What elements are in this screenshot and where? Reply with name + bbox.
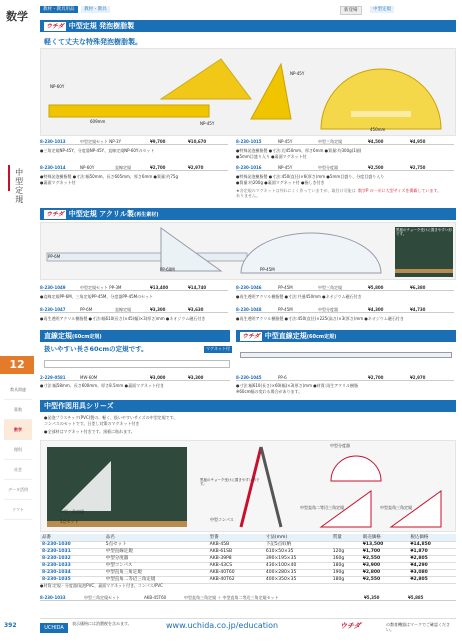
note: ●直線定規PP-6M、三角定規PP-45M、分度器PP-45Mのセット: [40, 294, 154, 299]
note: ●再生透明アクリル樹脂製 ●寸法:450(直径)×225(高さ)×3(厚さ)mm ●ネオジウム磁石付き: [236, 316, 404, 321]
note: ●三角定規NP-45Y、分度器NP-45Y、直線定規NP-60Yのセット: [40, 148, 155, 153]
table-row: 2-229-0581 MW-60M ¥3,000 ¥3,300: [40, 374, 230, 381]
nav-item[interactable]: ソフト: [4, 500, 32, 520]
img-label: PP-6M: [48, 254, 61, 259]
table-row: 8-230-1033 中型三角定規セット AKB-45T60 中型直角三角定規 ＋ 中型直角二等辺三角定規セット ¥5,350 ¥5,885: [40, 594, 456, 601]
company-logo: UCHIDA: [40, 623, 68, 633]
table-row: 8-230-1014 NP-60Y 直線定規 ¥2,700 ¥2,970: [40, 164, 228, 171]
bullet: ●発泡プラスチック(PVC)製の、軽く、扱いやすいサイズの中型定規です。: [44, 415, 178, 420]
header-tags: [40, 6, 456, 18]
img-label: PP-60M: [160, 267, 175, 272]
chapter-nav: [4, 380, 32, 520]
drawing-tools-table: [40, 534, 456, 584]
footnote: ★各定規のマグネットは外れにくく作っていますが、取付け可能はありません。: [236, 188, 356, 198]
chapter-number: 12: [0, 356, 34, 374]
section-title-text: 中型作図用具シリーズ: [44, 402, 114, 410]
footer-brand: ウチダ: [340, 622, 361, 630]
acrylic-rulers-illustration: [41, 223, 457, 281]
nav-item-active[interactable]: 数学: [4, 420, 32, 440]
img-label: NP-45Y: [200, 121, 215, 126]
img-label: 中型分度器: [330, 443, 350, 448]
section-title-suffix: (再生素材): [133, 212, 159, 218]
tag: 教材・教具: [81, 6, 110, 13]
brand-logo: ウチダ: [46, 22, 64, 30]
section-title-text: 中型直線定規: [264, 332, 307, 340]
table-row: 8-230-1046 PP-45M 中型三角定規 ¥5,800 ¥6,380: [236, 284, 454, 291]
spec-table-foam-right: [236, 138, 454, 145]
note: ●裏面マグネット付: [40, 180, 76, 185]
table-row: 8-230-1030 5点セット AKB-45B 下記5点収納 ¥13,500 ¥14,850: [40, 541, 456, 548]
img-label: NP-45Y: [290, 71, 305, 76]
tag: 新登場: [340, 6, 362, 15]
brand-logo: ウチダ: [242, 332, 260, 340]
section-title-acrylic: [40, 208, 456, 220]
img-label: 中型直角三角定規: [380, 505, 412, 510]
section-title-suffix: (60cm定規): [306, 334, 337, 340]
nav-item[interactable]: 社会: [4, 460, 32, 480]
section-subtitle: 軽くて丈夫な特殊発泡樹脂製。: [44, 38, 142, 46]
footer-copy: の教育機器はマークでご確認ください。: [386, 622, 450, 632]
section-subtitle: 扱いやすい長さ60cmの定規です。: [44, 345, 148, 353]
product-image-acrylic: [40, 222, 456, 280]
spec-table-acrylic-right2: [236, 306, 454, 313]
spec-table-acrylic-right: [236, 284, 454, 291]
table-row: 8-230-1015 NP-45Y 中型三角定規 ¥4,500 ¥4,950: [236, 138, 454, 145]
spec-table-foam-left: [40, 138, 228, 145]
table-row: 8-230-1048 PP-45M 中型分度器 ¥4,300 ¥4,730: [236, 306, 454, 313]
table-row: 8-230-1034 中型直角三角定規 AKB-40T60 400×280×35 190g ¥2,800 ¥3,080: [40, 569, 456, 576]
img-label: 中型三角定規: [60, 509, 84, 514]
img-label: 5点セット: [60, 519, 79, 524]
spec-table-acrylic-left: [40, 284, 228, 291]
table-row: 8-230-1016 NP-45Y 中型分度器 ¥2,500 ¥2,750: [236, 164, 454, 171]
page-number: 392: [4, 622, 17, 629]
note: ●再生透明アクリル樹脂製 ●寸法:共通450mm ●ネオジウム磁石付き: [236, 294, 362, 299]
bullet: ●全部材はマグネット付きです。黒板に貼れます。: [44, 429, 135, 434]
spec-table-straight: [40, 374, 230, 381]
brand-logo: ウチダ: [46, 210, 64, 218]
img-label: PP-45M: [260, 267, 275, 272]
table-row: 8-230-1033 中型コンパス AKB-43CS 430×100×40 180g ¥3,900 ¥4,290: [40, 562, 456, 569]
sidebar: [0, 0, 34, 644]
table-row: 8-230-1032 中型分度器 AKB-39P8 390×195×35 160g ¥2,550 ¥2,805: [40, 555, 456, 562]
bullet: コンパスのセットです。日差し対策のマグネット付き: [44, 421, 140, 426]
drawing-tools-illustration: [41, 441, 457, 533]
img-note: 黒板のチョーク受けに置きやすい形です。: [200, 478, 260, 487]
table-row: 8-230-1049 中型定規セット PP-3M ¥13,400 ¥14,740: [40, 284, 228, 291]
section-title-text: 中型定規 アクリル製: [68, 210, 134, 218]
section-title-drawing-tools: [40, 400, 456, 412]
spec-table-extra: [40, 594, 456, 601]
table-row: 8-230-1031 中型直線定規 AKB-61SB 610×50×35 120g ¥1,700 ¥1,870: [40, 548, 456, 555]
spec-table-acrylic-left2: [40, 306, 228, 313]
acrylic-straight-image: [240, 352, 452, 358]
section-title-straight: [40, 330, 230, 342]
section-title-foam: [40, 20, 456, 32]
tag: 中型定規: [370, 6, 394, 13]
img-label: 450mm: [370, 127, 386, 132]
note: ●質量:約200g ●裏面マグネット付 ●指しき付き: [236, 180, 325, 185]
note: ●寸法:幅58mm、長さ600mm、厚さ8.5mm ●裏面マグネット付き: [40, 383, 165, 388]
table-row: 8-230-1013 中型定規セット NP-3Y ¥9,700 ¥10,670: [40, 138, 228, 145]
note: ●再生透明アクリル樹脂製 ●寸法:幅610(長さ)×45(幅)×3(厚さ)mm ●ネオジウム磁石付き: [40, 316, 206, 321]
table-row: 8-230-1035 中型直角二等辺三角定規 AKB-40T62 400×350×35 180g ¥2,550 ¥2,805: [40, 576, 456, 583]
vertical-label: 中型定規: [14, 168, 24, 204]
note: ●材質:定規・分度器/発泡PVC、裏面マグネット付き、コンパス/PVC: [40, 583, 163, 588]
spec-table-foam-right2: [236, 164, 454, 171]
section-title-mid-straight: [236, 330, 456, 342]
nav-item[interactable]: 教具関連: [4, 380, 32, 400]
category-accent: [8, 165, 10, 191]
img-label: 609mm: [90, 119, 106, 124]
nav-item[interactable]: 算数: [4, 400, 32, 420]
tag: 教材・教具用品: [40, 6, 78, 13]
note: ●5mm目盛り入り ●裏面マグネット付: [236, 154, 307, 159]
section-title-text: 直線定規: [44, 332, 72, 340]
footnote: 数学P の一川に大型サイズを掲載しています。: [358, 188, 442, 193]
img-note: 黒板のチョーク受けに置きやすい形です。: [396, 228, 452, 237]
note: ※60cm幅の変わる場合があります。: [236, 389, 303, 394]
section-title-text: 中型定規 発泡樹脂製: [68, 22, 135, 30]
spec-table-mid-straight: [236, 374, 454, 381]
note: ●寸法:幅610(長さ)×60(幅)×3(厚さ)mm ●材質:再生アクリル樹脂: [236, 383, 358, 388]
note: ●特殊発泡樹脂製 ●寸法:450(直径)×6(厚さ)mm ●5mm目盛り、分度目盛り入り: [236, 174, 385, 179]
img-label: NP-60Y: [50, 84, 65, 89]
magnet-badge: マグネット付: [206, 346, 230, 351]
footer-url[interactable]: www.uchida.co.jp/education: [166, 621, 279, 630]
note: ●特殊発泡樹脂製 ●寸法:幅50mm、長さ605mm、厚さ6mm ●質量:約75g: [40, 174, 178, 179]
category-title: 数学: [6, 10, 28, 23]
section-title-suffix: (60cm定規): [72, 334, 102, 340]
img-label: 中型コンパス: [210, 517, 234, 522]
straight-ruler-image: [44, 360, 230, 368]
table-row: 8-230-1047 PP-6M 直線定規 ¥3,300 ¥3,630: [40, 306, 228, 313]
footer: [40, 618, 456, 638]
nav-item[interactable]: 理科: [4, 440, 32, 460]
note: ●特殊発泡樹脂製 ●寸法:辺450mm、厚さ6mm ●質量:約300g(1個): [236, 148, 362, 153]
footer-note: 表示価格には消費税を含みます。: [72, 621, 132, 626]
table-row: 8-230-1045 PP-6 ¥2,700 ¥2,970: [236, 374, 454, 381]
img-label: 中型直角二等辺三角定規: [300, 505, 344, 510]
spec-table-foam-left2: [40, 164, 228, 171]
table-header: 品番 品名 型番 寸法(mm) 質量 販売価格 税込価格: [40, 534, 456, 541]
nav-item[interactable]: データ活用: [4, 480, 32, 500]
